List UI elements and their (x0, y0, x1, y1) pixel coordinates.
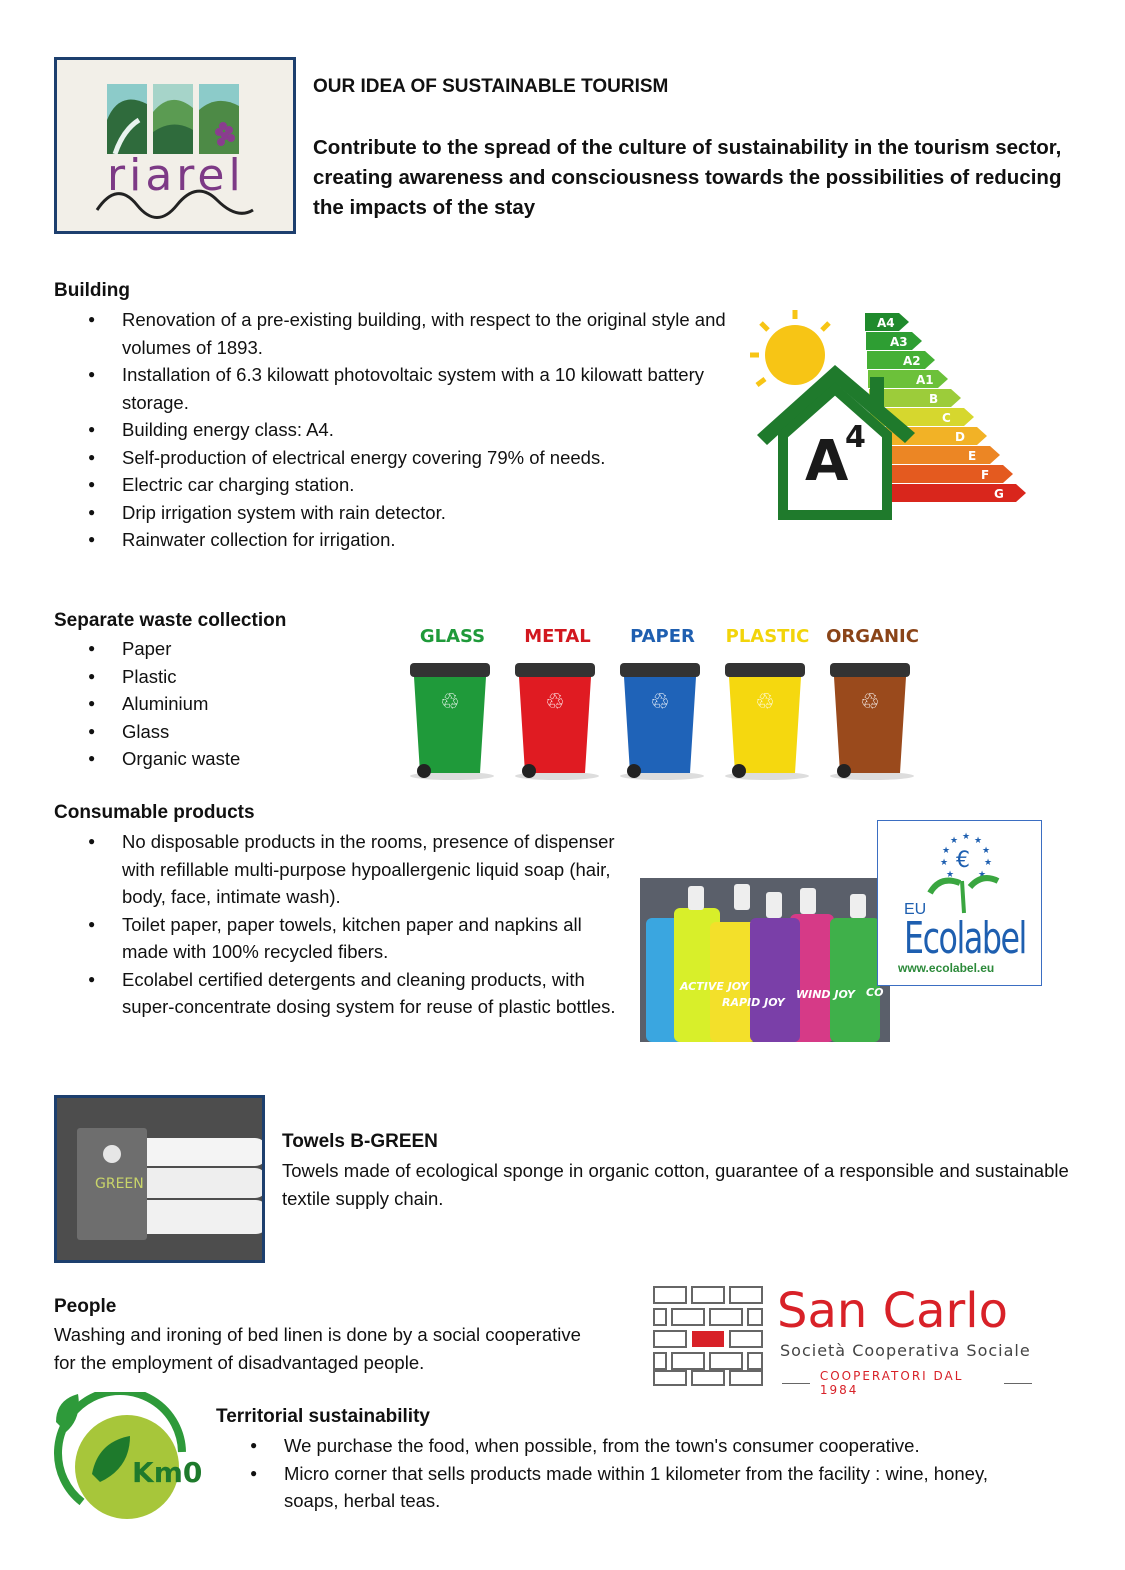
house-class-sup: 4 (845, 420, 866, 455)
section-title-towels: Towels B-GREEN (282, 1131, 438, 1152)
bottle-label: CO (866, 986, 884, 999)
energy-class-label: E (968, 449, 977, 463)
svg-text:★: ★ (950, 836, 959, 846)
energy-class-label: G (994, 487, 1004, 501)
list-item: ● Organic waste (54, 745, 374, 773)
svg-text:€: € (956, 848, 970, 873)
people-text: Washing and ironing of bed linen is done by a social cooperative for the employment of disadvantaged people. (54, 1324, 581, 1373)
list-item: ● Building energy class: A4. (54, 416, 734, 444)
list-item: ● Rainwater collection for irrigation. (54, 526, 734, 554)
bin-label: METAL (524, 626, 591, 647)
towels-text: Towels made of ecological sponge in organic cotton, guarantee of a responsible and sustainable textile supply chain. (282, 1160, 1069, 1209)
section-title-territorial: Territorial sustainability (216, 1406, 430, 1427)
detergent-bottles-image (640, 878, 890, 1042)
bin-label: GLASS (419, 626, 486, 647)
svg-text:★: ★ (974, 836, 983, 846)
eu-ecolabel-logo (877, 820, 1042, 986)
list-item: ● Renovation of a pre-existing building, with respect to the original style and volumes of 1893. (54, 306, 734, 361)
list-item: ● Electric car charging station. (54, 471, 734, 499)
bin (715, 626, 820, 786)
page-title: OUR IDEA OF SUSTAINABLE TOURISM (313, 76, 669, 97)
svg-text:★: ★ (962, 832, 971, 842)
riarel-logo-graphic (57, 60, 293, 231)
list-item: ● Ecolabel certified detergents and cleaning products, with super-concentrate dosing system for reuse of plastic bottles. (54, 966, 619, 1021)
list-item: ● Micro corner that sells products made within 1 kilometer from the facility : wine, honey, soaps, herbal teas. (216, 1460, 1016, 1515)
energy-class-label: B (929, 392, 939, 406)
energy-class-bar (867, 351, 935, 369)
towels-image (54, 1095, 265, 1263)
recycling-bin-icon (610, 661, 715, 781)
ecolabel-eu: EU (904, 901, 927, 918)
energy-class-graphic (745, 305, 1035, 525)
list-item: ● Paper (54, 635, 374, 663)
bin (820, 626, 925, 786)
riarel-logo (54, 57, 296, 234)
sun-icon (750, 310, 829, 385)
list-item: ● Toilet paper, paper towels, kitchen paper and napkins all made with 100% recycled fibers. (54, 911, 619, 966)
energy-class-label: A3 (890, 335, 908, 349)
building-list (54, 306, 734, 554)
bin (610, 626, 715, 786)
brick-wall-icon (652, 1285, 764, 1387)
ecolabel-url: www.ecolabel.eu (898, 961, 995, 975)
san-carlo-subtitle: Società Cooperativa Sociale (780, 1341, 1031, 1360)
bin (400, 626, 505, 786)
list-item: ● Glass (54, 718, 374, 746)
svg-text:♲: ♲ (650, 690, 670, 715)
list-item: ● Drip irrigation system with rain detector. (54, 499, 734, 527)
energy-class-label: A4 (877, 316, 895, 330)
list-item: ● Installation of 6.3 kilowatt photovoltaic system with a 10 kilowatt battery storage. (54, 361, 734, 416)
bottle-label: WIND JOY (796, 988, 856, 1001)
ecolabel-word: Ecolabel (904, 913, 1026, 964)
svg-text:♲: ♲ (755, 690, 775, 715)
recycling-bin-icon (400, 661, 505, 781)
riarel-wordmark: riarel (107, 150, 245, 201)
san-carlo-name: San Carlo (777, 1283, 1008, 1339)
bottle-label: ACTIVE JOY (680, 980, 749, 993)
list-item: ● Plastic (54, 663, 374, 691)
svg-text:♲: ♲ (860, 690, 880, 715)
svg-text:♲: ♲ (545, 690, 565, 715)
page-lead: Contribute to the spread of the culture of sustainability in the tourism sector, creating awareness and consciousness towards the possibilities of reducing the impacts of the stay (313, 136, 1062, 219)
svg-text:★: ★ (984, 858, 993, 868)
energy-class-bar (873, 465, 1013, 483)
list-item: ● Aluminium (54, 690, 374, 718)
san-carlo-tag-row (782, 1369, 1032, 1397)
waste-list (54, 635, 374, 773)
section-title-consumables: Consumable products (54, 802, 255, 823)
energy-class-label: C (942, 411, 951, 425)
section-title-waste: Separate waste collection (54, 610, 287, 631)
energy-class-label: F (981, 468, 990, 482)
recycling-bin-icon (505, 661, 610, 781)
recycling-bin-icon (820, 661, 925, 781)
list-item: ● Self-production of electrical energy covering 79% of needs. (54, 444, 734, 472)
house-class-label: A (805, 429, 849, 494)
energy-class-label: A2 (903, 354, 921, 368)
section-title-people: People (54, 1296, 117, 1317)
bin-label: PLASTIC (725, 626, 810, 647)
svg-text:★: ★ (946, 870, 955, 880)
bin (505, 626, 610, 786)
recycling-bin-icon (715, 661, 820, 781)
bin-label: ORGANIC (826, 626, 919, 647)
svg-text:★: ★ (940, 858, 949, 868)
towel-pack-text: GREEN (95, 1176, 144, 1192)
territorial-list (216, 1432, 1016, 1515)
section-title-building: Building (54, 280, 130, 301)
km0-label: Km0 (132, 1456, 202, 1489)
consumables-list (54, 828, 619, 1021)
km0-icon (52, 1392, 202, 1532)
svg-text:★: ★ (978, 870, 987, 880)
eu-flower-icon (878, 821, 1043, 921)
bin-label: PAPER (630, 626, 695, 647)
energy-class-label: A1 (916, 373, 934, 387)
svg-text:★: ★ (982, 846, 991, 856)
waste-bins (400, 626, 930, 796)
list-item: ● We purchase the food, when possible, from the town's consumer cooperative. (216, 1432, 1016, 1460)
energy-class-label: D (955, 430, 965, 444)
svg-text:★: ★ (942, 846, 951, 856)
san-carlo-logo (652, 1283, 1032, 1397)
bottle-label: RAPID JOY (722, 996, 785, 1009)
svg-text:♲: ♲ (440, 690, 460, 715)
list-item: ● No disposable products in the rooms, presence of dispenser with refillable multi-purpose hypoallergenic liquid soap (hair, body, face, intimate wash). (54, 828, 619, 911)
san-carlo-tag: COOPERATORI DAL 1984 (819, 1369, 964, 1397)
